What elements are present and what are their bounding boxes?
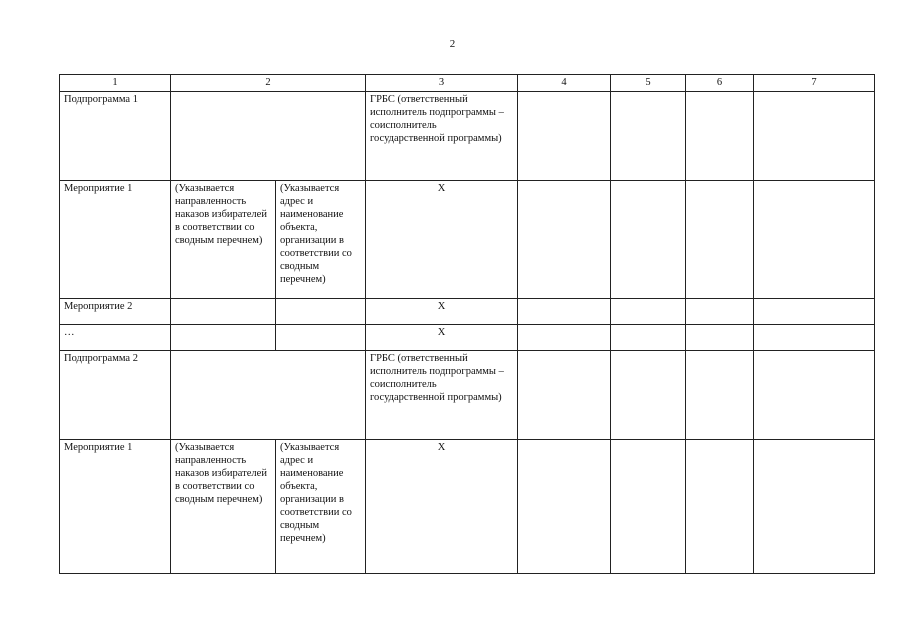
empty-cell [276,325,366,351]
table-header-row [60,75,875,92]
empty-cell [754,440,875,574]
empty-cell [171,351,366,440]
empty-cell [754,299,875,325]
header-cell-5: 5 [611,75,686,92]
empty-cell [518,181,611,299]
empty-cell [611,299,686,325]
table-row [60,440,875,574]
empty-cell [611,325,686,351]
row-label: Мероприятие 1 [60,440,171,574]
empty-cell [276,299,366,325]
empty-cell [518,325,611,351]
empty-cell [171,299,276,325]
table-row [60,325,875,351]
object-cell: (Указывается адрес и наименование объекта, организации в соответствии со сводным перечнем) [276,181,366,299]
empty-cell [686,92,754,181]
empty-cell [611,351,686,440]
empty-cell [686,325,754,351]
empty-cell [518,299,611,325]
header-cell-2: 2 [171,75,366,92]
object-cell: (Указывается адрес и наименование объекта, организации в соответствии со сводным перечнем) [276,440,366,574]
empty-cell [754,351,875,440]
executor-cell: ГРБС (ответственный исполнитель подпрограммы – соисполнитель государственной программы) [366,351,518,440]
header-cell-1: 1 [60,75,171,92]
header-cell-3: 3 [366,75,518,92]
x-mark-cell: X [366,181,518,299]
empty-cell [754,92,875,181]
empty-cell [518,440,611,574]
empty-cell [611,92,686,181]
empty-cell [171,92,366,181]
empty-cell [686,181,754,299]
empty-cell [611,440,686,574]
empty-cell [754,325,875,351]
direction-cell: (Указывается направленность наказов избирателей в соответствии со сводным перечнем) [171,440,276,574]
empty-cell [518,92,611,181]
x-mark-cell: X [366,325,518,351]
table-row [60,351,875,440]
table-row [60,299,875,325]
header-cell-6: 6 [686,75,754,92]
empty-cell [611,181,686,299]
empty-cell [518,351,611,440]
x-mark-cell: X [366,299,518,325]
header-cell-7: 7 [754,75,875,92]
direction-cell: (Указывается направленность наказов избирателей в соответствии со сводным перечнем) [171,181,276,299]
page-number: 2 [449,38,456,50]
empty-cell [686,351,754,440]
row-label: … [60,325,171,351]
table-row [60,181,875,299]
x-mark-cell: X [366,440,518,574]
executor-cell: ГРБС (ответственный исполнитель подпрограммы – соисполнитель государственной программы) [366,92,518,181]
row-label: Подпрограмма 1 [60,92,171,181]
empty-cell [686,440,754,574]
row-label: Мероприятие 2 [60,299,171,325]
row-label: Мероприятие 1 [60,181,171,299]
table-row [60,92,875,181]
header-cell-4: 4 [518,75,611,92]
row-label: Подпрограмма 2 [60,351,171,440]
program-table [59,74,875,574]
empty-cell [686,299,754,325]
empty-cell [171,325,276,351]
empty-cell [754,181,875,299]
